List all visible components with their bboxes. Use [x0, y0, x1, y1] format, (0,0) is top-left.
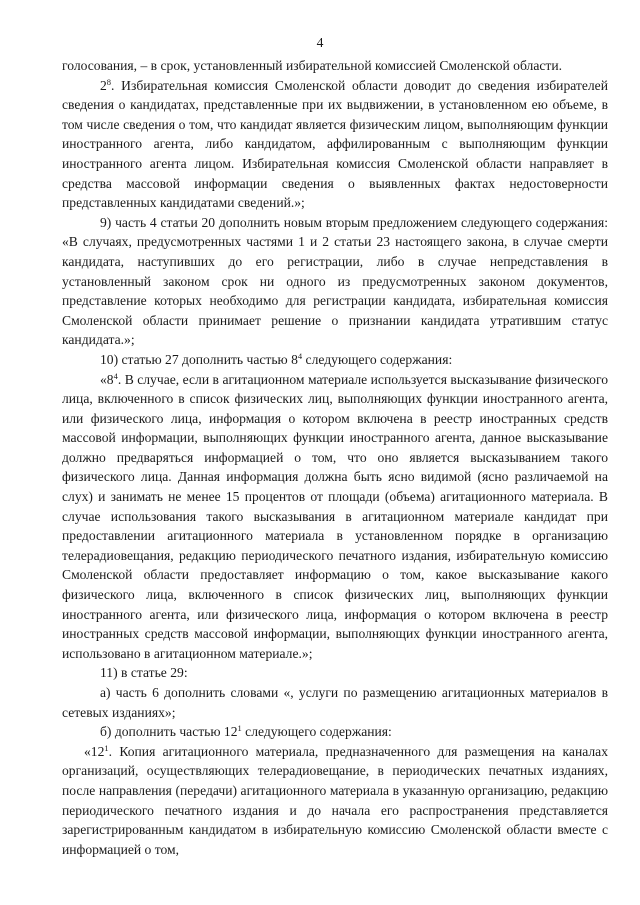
page-number: 4: [316, 35, 324, 50]
paragraph-item-10: [62, 350, 608, 370]
paragraph-prefix: «12: [84, 743, 105, 759]
paragraph-12-1: [62, 742, 608, 860]
paragraph-prefix: 2: [100, 77, 107, 93]
paragraph-text: голосования, – в срок, установленный избирательной комиссией Смоленской области.: [62, 58, 563, 73]
paragraph-text: . Копия агитационного материала, предназначенного для размещения на каналах организаций, осуществляющих телерадиовещание, в периодических печатных изданиях, после направления (передачи) агитационного материала в указанную организацию, редакцию периодического печатного издания и до начала его распространения представляется зарегистрированным кандидатом в избирательную комиссию Смоленской области вместе с информацией о том,: [62, 743, 608, 857]
paragraph-text: . В случае, если в агитационном материале используется высказывание физического лица, включенного в список физических лиц, выполняющих функции иностранного агента, или физического лица, информация о котором включена в реестр иностранных средств массовой информации, выполняющих функции иностранного агента, данное высказывание должно предваряться информацией о том, что оно является высказыванием такого физического лица. Данная информация должна быть ясно видимой (ясно различаемой на слух) и занимать не менее 15 процентов от площади (объема) агитационного материала. В случае использования такого высказывания в агитационном материале кандидат при предоставлении агитационного материала в установленном порядке в организацию телерадиовещания, редакцию периодического печатного издания, избирательную комиссию Смоленской области предоставляет информацию о том, какое высказывание какого физического лица, включенного в список физических лиц, выполняющих функции иностранного агента, или физического лица, информация о котором включена в реестр иностранных средств массовой информации, выполняющих функции иностранного агента, использовано в агитационном материале.»;: [62, 371, 608, 661]
superscript: 8: [106, 76, 112, 87]
paragraph-2-8: [62, 76, 608, 213]
paragraph-prefix: «8: [100, 371, 114, 387]
paragraph-text: . Избирательная комиссия Смоленской области доводит до сведения избирателей сведения о кандидатах, представленные при их выдвижении, в установленном ею объеме, в том числе сведения о том, что кандидат является физическим лицом, выполняющим функции иностранного агента, либо кандидатом, аффилированным с выполняющим функции иностранного агента лицом. Избирательная комиссия Смоленской области направляет в средства массовой информации сведения о выявленных фактах недостоверности представленных кандидатами сведений.»;: [62, 77, 608, 211]
superscript: 4: [113, 370, 118, 381]
paragraph-text: 9) часть 4 статьи 20 дополнить новым вторым предложением следующего содержания: «В случаях, предусмотренных частями 1 и 2 статьи 23 настоящего закона, в случае смерти кандидата, наступивших до его регистрации, либо в случае непредставления в установленный законом срок ни одного из предусмотренных законом документов, представление которых необходимо для регистрации кандидата, избирательная комиссия Смоленской области принимает решение о признании кандидата утратившим статус кандидата.»;: [62, 214, 608, 348]
paragraph-text: следующего содержания:: [241, 724, 392, 740]
paragraph-continuation: [62, 56, 608, 76]
document-body: [62, 56, 608, 859]
paragraph-prefix: 10) статью 27 дополнить частью 8: [100, 351, 298, 367]
paragraph-item-11b: [62, 722, 608, 742]
superscript: 4: [297, 350, 303, 361]
paragraph-text: а) часть 6 дополнить словами «, услуги по размещению агитационных материалов в сетевых изданиях»;: [62, 685, 608, 720]
paragraph-text: 11) в статье 29:: [100, 665, 188, 681]
paragraph-item-11: [62, 663, 608, 683]
paragraph-8-4: [62, 370, 608, 664]
paragraph-item-9: [62, 213, 608, 350]
paragraph-item-11a: [62, 683, 608, 722]
paragraph-prefix: б) дополнить частью 12: [100, 724, 238, 740]
superscript: 1: [237, 723, 242, 734]
superscript: 1: [104, 742, 109, 753]
paragraph-text: следующего содержания:: [302, 351, 453, 367]
